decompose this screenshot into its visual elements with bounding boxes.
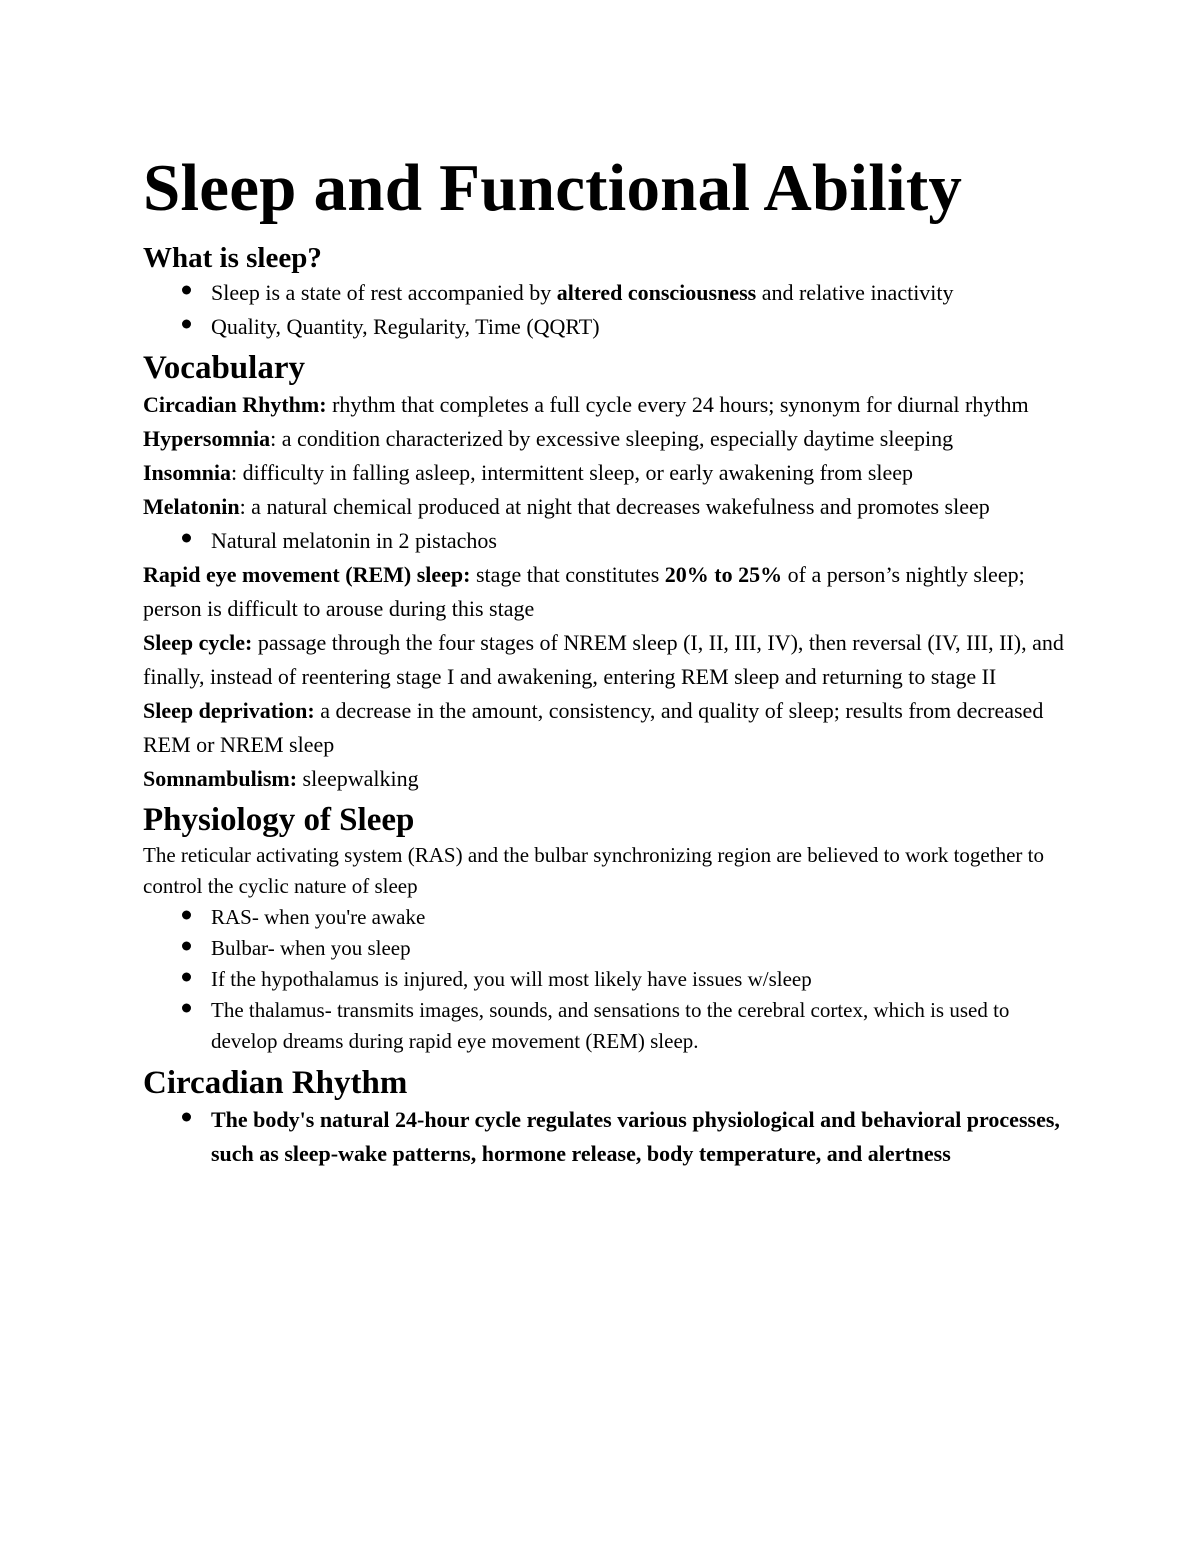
circadian-heading: Circadian Rhythm [143, 1065, 408, 1101]
physiology-heading: Physiology of Sleep [143, 802, 415, 838]
vocabulary-heading: Vocabulary [143, 350, 305, 386]
melatonin-list [143, 524, 1080, 558]
vocab-entry [143, 762, 1080, 796]
vocab-entry [143, 490, 1080, 524]
vocab-entry [143, 626, 1080, 694]
vocab-definition: : difficulty in falling asleep, intermittent sleep, or early awakening from sleep [231, 460, 914, 485]
what-is-sleep-heading: What is sleep? [143, 242, 322, 274]
vocab-definition: : a natural chemical produced at night that decreases wakefulness and promotes sleep [239, 494, 990, 519]
vocab-term: Somnambulism: [143, 766, 298, 791]
item-text: and relative inactivity [756, 280, 954, 305]
physiology-list [143, 902, 1080, 1057]
list-item: RAS- when you're awake [211, 902, 1080, 933]
vocab-term: Circadian Rhythm: [143, 392, 327, 417]
physiology-intro: The reticular activating system (RAS) and the bulbar synchronizing region are believed to work together to control the cyclic nature of sleep [143, 843, 1044, 898]
vocab-entry [143, 694, 1080, 762]
list-item: Natural melatonin in 2 pistachos [211, 524, 1080, 558]
item-text: Sleep is a state of rest accompanied by [211, 280, 557, 305]
what-is-sleep-list [143, 276, 1080, 344]
list-item: The thalamus- transmits images, sounds, and sensations to the cerebral cortex, which is used to develop dreams during rapid eye movement (REM) sleep. [211, 995, 1080, 1057]
list-item: Quality, Quantity, Regularity, Time (QQRT) [211, 310, 1080, 344]
vocab-definition: sleepwalking [297, 766, 419, 791]
list-item: Bulbar- when you sleep [211, 933, 1080, 964]
vocab-entry-rem [143, 558, 1080, 626]
vocab-definition: passage through the four stages of NREM sleep (I, II, III, IV), then reversal (IV, III, II), and finally, instead of reentering stage I and awakening, entering REM sleep and returning to stage II [143, 630, 1064, 689]
vocab-entry [143, 422, 1080, 456]
vocab-term: Rapid eye movement (REM) sleep: [143, 562, 471, 587]
vocab-definition: stage that constitutes [470, 562, 665, 587]
vocab-entry [143, 456, 1080, 490]
vocab-term: Melatonin [143, 494, 240, 519]
vocab-term: Hypersomnia [143, 426, 271, 451]
vocab-term: Sleep cycle: [143, 630, 253, 655]
vocab-term: Sleep deprivation: [143, 698, 315, 723]
vocab-definition: rhythm that completes a full cycle every 24 hours; synonym for diurnal rhythm [326, 392, 1029, 417]
document-title: Sleep and Functional Ability [143, 151, 963, 225]
vocab-entry [143, 388, 1080, 422]
vocab-term: Insomnia [143, 460, 232, 485]
circadian-list [143, 1103, 1080, 1171]
list-item: If the hypothalamus is injured, you will most likely have issues w/sleep [211, 964, 1080, 995]
vocab-definition: of a person’s nightly sleep; person is difficult to arouse during this stage [143, 562, 1025, 621]
vocab-definition-bold: 20% to 25% [664, 562, 783, 587]
vocab-definition: a decrease in the amount, consistency, and quality of sleep; results from decreased REM or NREM sleep [143, 698, 1044, 757]
vocab-definition: : a condition characterized by excessive sleeping, especially daytime sleeping [270, 426, 954, 451]
list-item: The body's natural 24-hour cycle regulates various physiological and behavioral processes, such as sleep-wake patterns, hormone release, body temperature, and alertness [211, 1103, 1080, 1171]
item-bold-text: altered consciousness [556, 280, 757, 305]
list-item [211, 276, 1080, 310]
